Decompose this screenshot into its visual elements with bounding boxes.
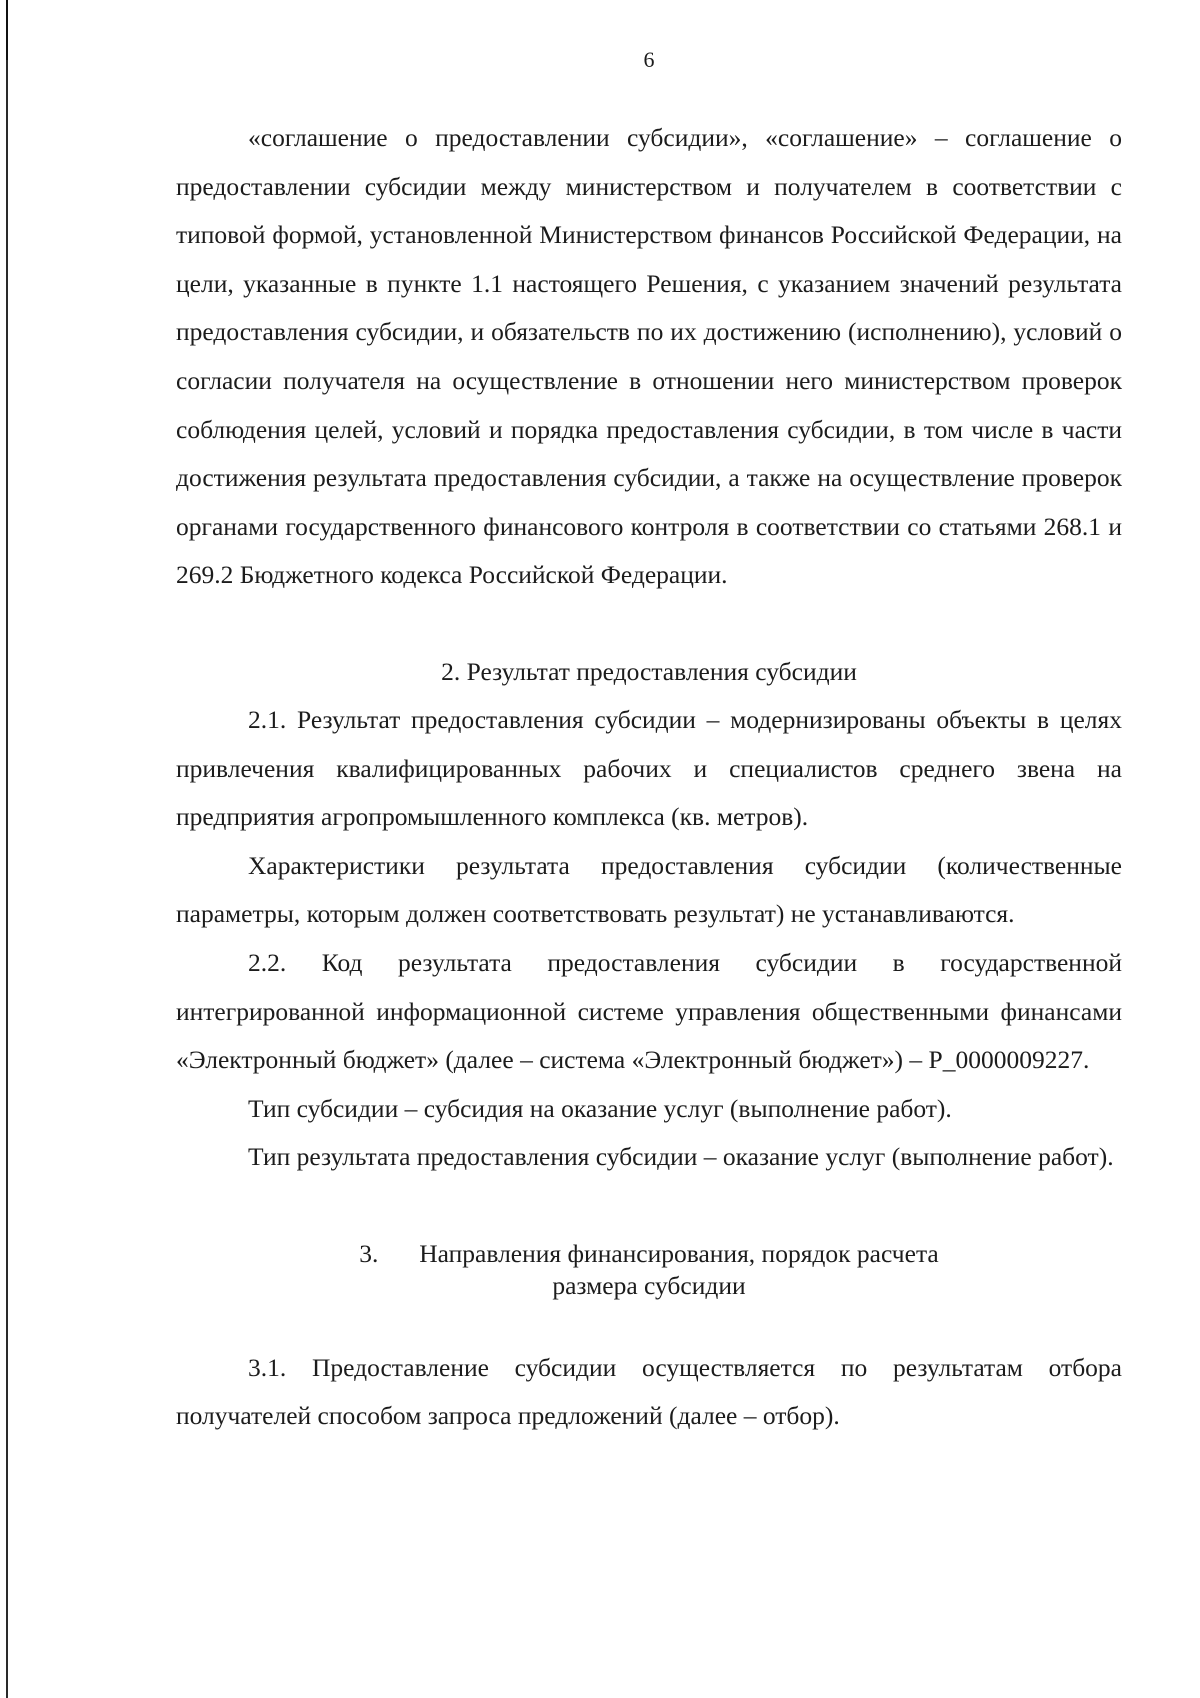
- section-3-title-line-1: Направления финансирования, порядок расчета: [419, 1238, 939, 1268]
- paragraph-2-1: 2.1. Результат предоставления субсидии – модернизированы объекты в целях привлечения квалифицированных рабочих и специалистов среднего звена на предприятия агропромышленного комплекса (кв. метров).: [176, 704, 1122, 832]
- document-page: [176, 40, 1122, 1441]
- section-3-number: 3.: [359, 1238, 379, 1268]
- scan-edge: [6, 0, 8, 1698]
- paragraph-3-1: 3.1. Предоставление субсидии осуществляется по результатам отбора получателей способом запроса предложений (далее – отбор).: [176, 1352, 1122, 1431]
- paragraph-agreement-definition: «соглашение о предоставлении субсидии», «соглашение» – соглашение о предоставлении субсидии между министерством и получателем в соответствии с типовой формой, установленной Министерством финансов Российской Федерации, на цели, указанные в пункте 1.1 настоящего Решения, с указанием значений результата предоставления субсидии, и обязательств по их достижению (исполнению), условий о согласии получателя на осуществление в отношении него министерством проверок соблюдения целей, условий и порядка предоставления субсидии, в том числе в части достижения результата предоставления субсидии, а также на осуществление проверок органами государственного финансового контроля в соответствии со статьями 268.1 и 269.2 Бюджетного кодекса Российской Федерации.: [176, 123, 1122, 590]
- page-number: 6: [643, 47, 655, 72]
- scan-edge-top: [6, 0, 8, 60]
- section-3-heading: [176, 1238, 1122, 1302]
- paragraph-2-2: 2.2. Код результата предоставления субсидии в государственной интегрированной информационной системе управления общественными финансами «Электронный бюджет» (далее – система «Электронный бюджет») – Р_0000009227.: [176, 947, 1122, 1075]
- paragraph-subsidy-type: Тип субсидии – субсидия на оказание услуг (выполнение работ).: [248, 1093, 952, 1123]
- paragraph-2-1-characteristics: Характеристики результата предоставления субсидии (количественные параметры, которым должен соответствовать результат) не устанавливаются.: [176, 850, 1122, 929]
- section-2-heading: 2. Результат предоставления субсидии: [441, 656, 857, 686]
- section-3-title-line-2: размера субсидии: [552, 1270, 746, 1300]
- paragraph-result-type: Тип результата предоставления субсидии – оказание услуг (выполнение работ).: [248, 1142, 1114, 1172]
